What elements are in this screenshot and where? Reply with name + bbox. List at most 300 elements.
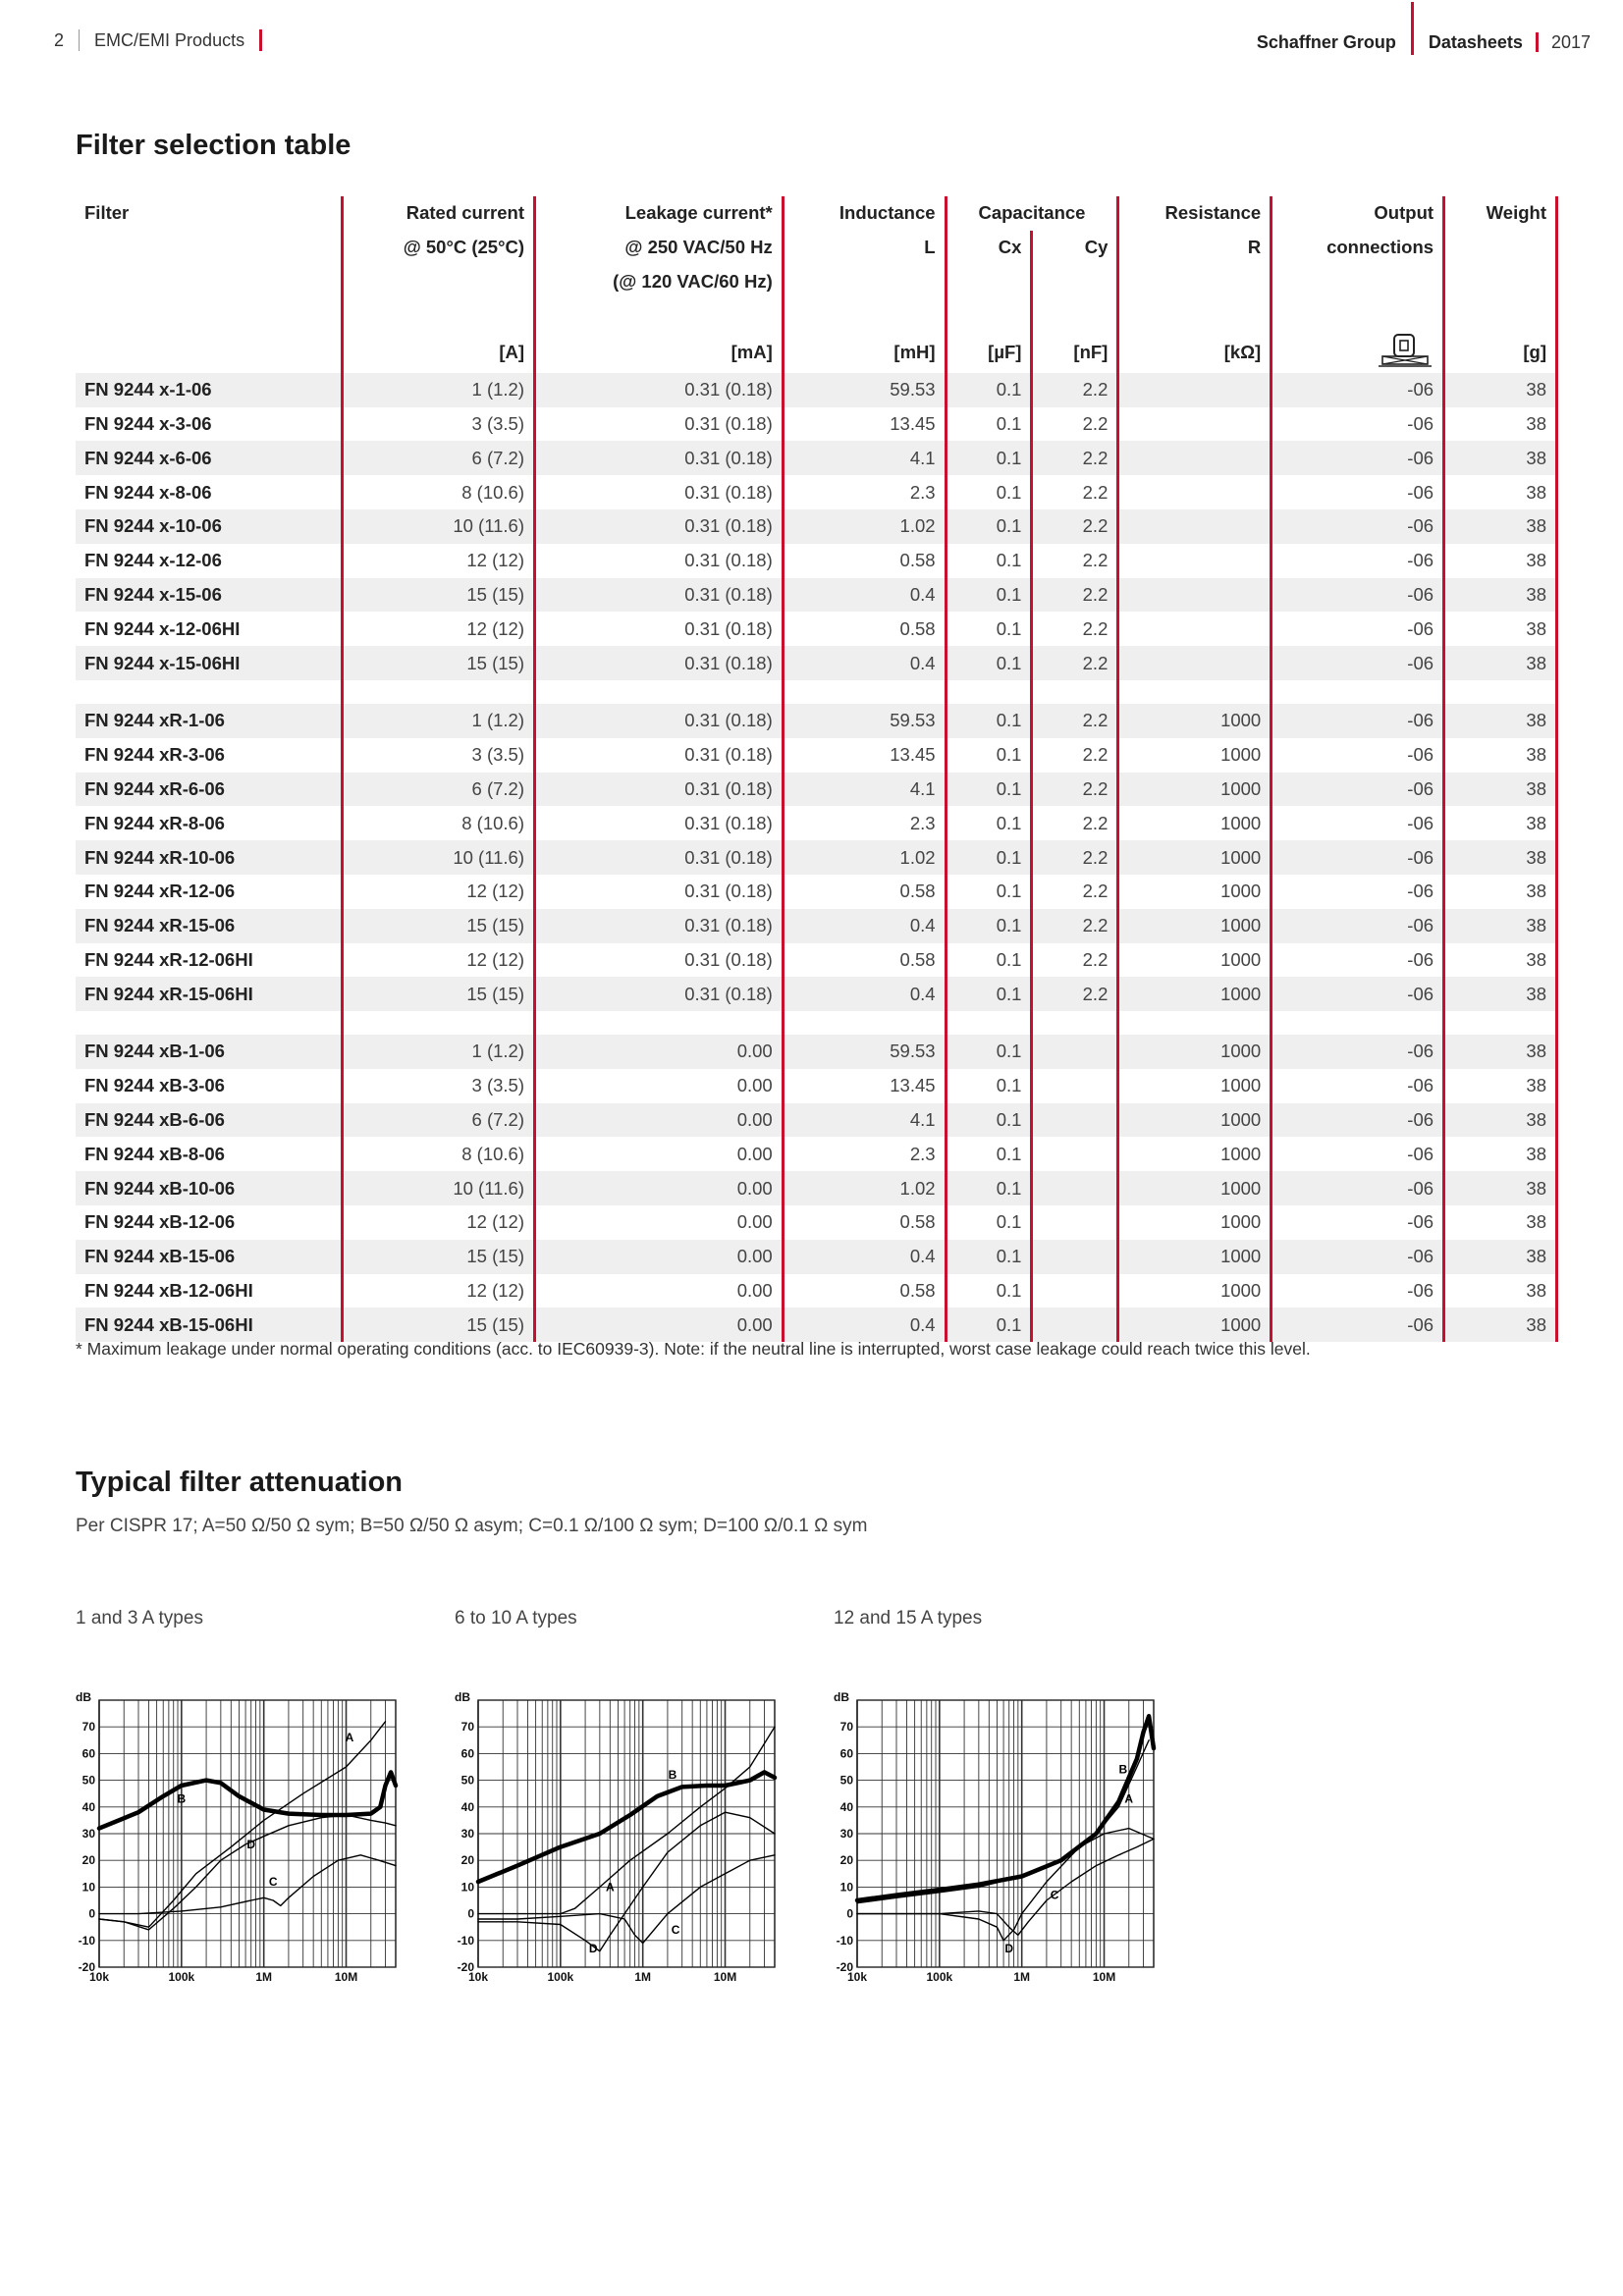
col-filter: Filter [76,196,343,231]
table-cell: -06 [1271,806,1444,840]
table-cell: -06 [1271,943,1444,978]
table-cell: 0.31 (0.18) [535,646,784,680]
hdr-inductance-sub: L [783,231,946,265]
y-tick-label: 20 [839,1853,853,1868]
filter-name-cell: FN 9244 xB-8-06 [76,1137,343,1171]
table-cell: 2.2 [1032,909,1118,943]
table-cell: -06 [1271,646,1444,680]
attenuation-chart-3 [832,1669,1165,1984]
table-cell: 0.31 (0.18) [535,407,784,442]
y-tick-label: 20 [81,1853,95,1868]
attenuation-subtitle: Per CISPR 17; A=50 Ω/50 Ω sym; B=50 Ω/50 Ω asym; C=0.1 Ω/100 Ω sym; D=100 Ω/0.1 Ω sym [76,1516,868,1536]
table-cell: 38 [1444,704,1557,738]
y-tick-label: -10 [836,1933,853,1948]
page-header-right [1257,29,1591,55]
table-cell: 15 (15) [343,909,535,943]
hdr-empty [1118,298,1271,333]
table-row [76,612,1557,646]
series-line-B [857,1716,1154,1900]
filter-name-cell: FN 9244 x-15-06HI [76,646,343,680]
x-tick-label: 10M [1092,1970,1116,1984]
table-cell: 13.45 [783,1069,946,1103]
y-tick-label: 60 [839,1746,853,1761]
filter-name-cell: FN 9244 xB-15-06 [76,1240,343,1274]
table-cell: 1.02 [783,509,946,544]
y-tick-label: 20 [460,1853,474,1868]
table-cell: 0.58 [783,544,946,578]
table-cell: 12 (12) [343,612,535,646]
header-red-bar-small [1536,32,1539,52]
table-cell: 0.1 [946,578,1032,613]
table-cell: 0.4 [783,1240,946,1274]
spacer-cell [76,680,343,704]
spacer-cell [535,680,784,704]
table-row [76,738,1557,773]
table-cell: 0.1 [946,943,1032,978]
y-tick-label: 30 [460,1827,474,1841]
table-row [76,840,1557,875]
table-cell: 0.1 [946,612,1032,646]
table-cell: 10 (11.6) [343,1171,535,1205]
hdr-empty [535,298,784,333]
y-tick-label: -20 [457,1960,474,1974]
table-cell: -06 [1271,475,1444,509]
table-cell: 13.45 [783,407,946,442]
table-cell: 59.53 [783,373,946,407]
table-cell: 2.2 [1032,612,1118,646]
filter-name-cell: FN 9244 x-10-06 [76,509,343,544]
table-cell: 0.1 [946,875,1032,909]
table-cell: 38 [1444,738,1557,773]
table-row [76,1103,1557,1138]
table-cell: 38 [1444,578,1557,613]
table-cell: 2.2 [1032,509,1118,544]
table-cell: -06 [1271,407,1444,442]
spacer-cell [343,680,535,704]
table-cell: 3 (3.5) [343,407,535,442]
table-cell: 38 [1444,1171,1557,1205]
spacer-cell [76,1011,343,1035]
hdr-output-sub: connections [1271,231,1444,265]
chart-title-2: 6 to 10 A types [455,1608,577,1629]
y-axis-label: dB [76,1690,91,1704]
y-tick-label: 40 [839,1799,853,1814]
filter-name-cell: FN 9244 xB-12-06 [76,1205,343,1240]
table-row [76,1240,1557,1274]
hdr-empty [1032,264,1118,298]
table-row [76,704,1557,738]
table-row [76,1069,1557,1103]
filter-name-cell: FN 9244 xR-12-06 [76,875,343,909]
table-cell: 0.1 [946,441,1032,475]
table-cell: 0.31 (0.18) [535,909,784,943]
table-cell: 38 [1444,646,1557,680]
y-tick-label: 10 [460,1880,474,1895]
filter-name-cell: FN 9244 x-8-06 [76,475,343,509]
filter-name-cell: FN 9244 xB-1-06 [76,1035,343,1069]
table-cell: -06 [1271,738,1444,773]
table-cell: 0.31 (0.18) [535,806,784,840]
curve-label: D [588,1941,598,1955]
table-cell: 0.31 (0.18) [535,578,784,613]
unit-weight: [g] [1444,333,1557,373]
table-row [76,909,1557,943]
table-cell: 12 (12) [343,1205,535,1240]
table-cell: 15 (15) [343,1240,535,1274]
table-cell: 0.31 (0.18) [535,840,784,875]
table-cell [1032,1069,1118,1103]
y-tick-label: 60 [81,1746,95,1761]
table-cell: 1000 [1118,1171,1271,1205]
attenuation-chart-2 [453,1669,786,1984]
curve-label: C [1050,1888,1059,1902]
spacer-cell [946,680,1032,704]
table-cell [1118,373,1271,407]
filter-name-cell: FN 9244 xR-8-06 [76,806,343,840]
table-cell: 2.2 [1032,544,1118,578]
table-cell: 0.58 [783,875,946,909]
table-row [76,1308,1557,1342]
table-cell: -06 [1271,441,1444,475]
table-cell: 8 (10.6) [343,475,535,509]
table-cell [1118,407,1271,442]
table-cell: 0.31 (0.18) [535,441,784,475]
header-divider [79,29,80,51]
spacer-cell [1118,680,1271,704]
y-tick-label: 40 [81,1799,95,1814]
curve-label: A [605,1880,615,1895]
table-row [76,373,1557,407]
curve-label: A [345,1731,354,1745]
table-cell: 0.1 [946,509,1032,544]
x-tick-label: 10k [88,1970,110,1984]
table-cell: 0.00 [535,1103,784,1138]
curve-label: D [1004,1941,1014,1955]
table-cell: 2.2 [1032,578,1118,613]
curve-label: D [246,1837,256,1851]
table-cell: -06 [1271,1035,1444,1069]
table-cell: 1000 [1118,875,1271,909]
y-tick-label: 30 [839,1827,853,1841]
table-cell: 2.3 [783,806,946,840]
table-header [76,196,1557,373]
filter-name-cell: FN 9244 x-15-06 [76,578,343,613]
table-cell: 1.02 [783,840,946,875]
table-cell: 4.1 [783,773,946,807]
table-title: Filter selection table [76,130,352,161]
filter-name-cell: FN 9244 xR-6-06 [76,773,343,807]
table-cell: 0.4 [783,1308,946,1342]
table-cell [1032,1171,1118,1205]
unit-resistance: [kΩ] [1118,333,1271,373]
table-cell: 0.00 [535,1069,784,1103]
header-red-bar-right [1411,2,1414,55]
hdr-rated-sub: @ 50°C (25°C) [343,231,535,265]
hdr-empty [1444,231,1557,265]
table-cell: 38 [1444,806,1557,840]
hdr-empty [1444,264,1557,298]
table-footnote: * Maximum leakage under normal operating conditions (acc. to IEC60939-3). Note: if the neutral line is interrupted, worst case leakage could reach twice this level. [76,1339,1311,1359]
table-cell: 38 [1444,1308,1557,1342]
table-cell: 38 [1444,1035,1557,1069]
table-cell: 0.1 [946,1240,1032,1274]
table-cell: 0.00 [535,1240,784,1274]
x-tick-label: 1M [634,1970,652,1984]
y-tick-label: 70 [81,1720,95,1735]
filter-name-cell: FN 9244 xB-15-06HI [76,1308,343,1342]
table-row [76,407,1557,442]
table-cell: 0.00 [535,1308,784,1342]
table-cell: 1 (1.2) [343,704,535,738]
table-cell [1032,1205,1118,1240]
table-cell: -06 [1271,1274,1444,1308]
table-cell: 13.45 [783,738,946,773]
series-line-B [478,1772,775,1882]
table-cell: 0.00 [535,1171,784,1205]
table-cell: 10 (11.6) [343,840,535,875]
table-cell: 2.2 [1032,773,1118,807]
table-cell: 1000 [1118,943,1271,978]
table-cell: 2.2 [1032,875,1118,909]
table-cell: 1 (1.2) [343,1035,535,1069]
table-cell: 0.1 [946,704,1032,738]
filter-name-cell: FN 9244 x-6-06 [76,441,343,475]
table-row [76,441,1557,475]
table-cell: 0.58 [783,1205,946,1240]
hdr-empty [946,264,1032,298]
table-cell: 1 (1.2) [343,373,535,407]
table-cell: 1000 [1118,704,1271,738]
table-cell: -06 [1271,875,1444,909]
y-tick-label: 70 [460,1720,474,1735]
section-name: EMC/EMI Products [94,29,245,50]
table-cell: 59.53 [783,704,946,738]
table-cell: -06 [1271,509,1444,544]
table-cell: 0.58 [783,943,946,978]
table-cell: 0.1 [946,977,1032,1011]
company-name: Schaffner Group [1256,31,1396,52]
table-cell: 2.2 [1032,646,1118,680]
hdr-empty [76,231,343,265]
table-cell: 1000 [1118,738,1271,773]
y-tick-label: 40 [460,1799,474,1814]
table-row [76,509,1557,544]
table-cell [1118,441,1271,475]
connector-icon [1377,333,1434,368]
table-body [76,373,1557,1343]
table-cell: 6 (7.2) [343,1103,535,1138]
table-row [76,875,1557,909]
hdr-empty [1444,298,1557,333]
x-tick-label: 1M [255,1970,273,1984]
doc-name: Datasheets [1428,31,1523,52]
table-cell: 0.00 [535,1035,784,1069]
x-tick-label: 100k [926,1970,953,1984]
table-row [76,544,1557,578]
table-cell: 0.58 [783,1274,946,1308]
attenuation-chart-1 [74,1669,407,1984]
table-cell: 8 (10.6) [343,806,535,840]
table-row [76,475,1557,509]
table-cell: 4.1 [783,441,946,475]
table-cell: 1000 [1118,1035,1271,1069]
table-cell: 3 (3.5) [343,738,535,773]
table-cell: 2.2 [1032,441,1118,475]
table-row [76,1205,1557,1240]
table-cell: 1000 [1118,1137,1271,1171]
table-cell: 4.1 [783,1103,946,1138]
table-cell: 1000 [1118,909,1271,943]
table-cell: -06 [1271,1137,1444,1171]
table-cell: 0.31 (0.18) [535,875,784,909]
table-cell: 0.1 [946,1171,1032,1205]
table-cell [1118,509,1271,544]
table-cell: 2.2 [1032,977,1118,1011]
table-cell: 1000 [1118,773,1271,807]
table-cell [1032,1274,1118,1308]
table-cell: -06 [1271,840,1444,875]
table-cell [1032,1240,1118,1274]
table-cell: 6 (7.2) [343,441,535,475]
table-row [76,943,1557,978]
hdr-empty [1271,264,1444,298]
filter-name-cell: FN 9244 x-12-06HI [76,612,343,646]
col-resistance: Resistance [1118,196,1271,231]
table-cell: 15 (15) [343,1308,535,1342]
table-cell: 0.31 (0.18) [535,509,784,544]
table-cell: 2.3 [783,475,946,509]
filter-name-cell: FN 9244 x-12-06 [76,544,343,578]
table-cell: 38 [1444,509,1557,544]
y-tick-label: 0 [88,1906,95,1921]
spacer-cell [946,1011,1032,1035]
table-cell: 0.31 (0.18) [535,773,784,807]
y-tick-label: 10 [81,1880,95,1895]
table-row [76,1171,1557,1205]
table-cell: 0.00 [535,1205,784,1240]
curve-label: B [177,1791,187,1806]
table-cell: 38 [1444,475,1557,509]
hdr-empty [76,264,343,298]
table-cell: 38 [1444,909,1557,943]
table-cell: 0.1 [946,806,1032,840]
table-cell: 0.1 [946,1205,1032,1240]
table-cell: 0.31 (0.18) [535,373,784,407]
table-cell: -06 [1271,977,1444,1011]
table-cell: 38 [1444,773,1557,807]
table-cell: 1000 [1118,1205,1271,1240]
table-cell: 15 (15) [343,578,535,613]
table-cell: 0.1 [946,1035,1032,1069]
y-tick-label: 50 [81,1773,95,1788]
table-cell: 0.31 (0.18) [535,738,784,773]
table-cell: 2.2 [1032,738,1118,773]
table-cell: 1000 [1118,1308,1271,1342]
y-tick-label: 0 [846,1906,853,1921]
table-cell: 0.1 [946,407,1032,442]
table-cell: 0.1 [946,909,1032,943]
x-tick-label: 10M [713,1970,737,1984]
table-cell: 2.2 [1032,704,1118,738]
table-cell: 0.1 [946,840,1032,875]
spacer-cell [1271,1011,1444,1035]
table-cell: 1000 [1118,840,1271,875]
curve-label: B [1118,1762,1128,1777]
table-cell: 0.1 [946,373,1032,407]
table-cell: 0.1 [946,1137,1032,1171]
table-cell: -06 [1271,773,1444,807]
table-row [76,977,1557,1011]
table-cell: 1000 [1118,1274,1271,1308]
spacer-cell [1444,680,1557,704]
hdr-empty [343,264,535,298]
filter-name-cell: FN 9244 xR-15-06 [76,909,343,943]
series-line-C [99,1855,396,1914]
filter-selection-table [76,196,1558,1342]
table-cell [1032,1035,1118,1069]
table-cell: 0.1 [946,1069,1032,1103]
spacer-cell [1032,680,1118,704]
table-cell: -06 [1271,578,1444,613]
table-cell: 0.31 (0.18) [535,612,784,646]
table-cell: 0.31 (0.18) [535,977,784,1011]
table-cell: -06 [1271,1103,1444,1138]
filter-name-cell: FN 9244 xB-3-06 [76,1069,343,1103]
x-tick-label: 1M [1013,1970,1031,1984]
hdr-empty [76,333,343,373]
hdr-resistance-sub: R [1118,231,1271,265]
table-cell: 6 (7.2) [343,773,535,807]
unit-rated-current: [A] [343,333,535,373]
table-cell: 0.00 [535,1137,784,1171]
table-cell: -06 [1271,1240,1444,1274]
table-row [76,1035,1557,1069]
table-cell [1032,1137,1118,1171]
table-cell: 3 (3.5) [343,1069,535,1103]
table-cell: -06 [1271,1205,1444,1240]
table-cell: 0.31 (0.18) [535,544,784,578]
table-cell: 1000 [1118,977,1271,1011]
table-cell: -06 [1271,612,1444,646]
table-cell: 0.4 [783,977,946,1011]
filter-name-cell: FN 9244 xR-3-06 [76,738,343,773]
y-tick-label: 50 [839,1773,853,1788]
header-red-bar [259,29,262,51]
table-row [76,806,1557,840]
y-tick-label: -10 [78,1933,95,1948]
hdr-empty [783,298,946,333]
table-cell: 38 [1444,977,1557,1011]
y-tick-label: 50 [460,1773,474,1788]
curve-label: C [671,1922,680,1937]
table-cell: 2.3 [783,1137,946,1171]
table-cell: 0.1 [946,544,1032,578]
filter-name-cell: FN 9244 xB-12-06HI [76,1274,343,1308]
table-cell: -06 [1271,909,1444,943]
col-output: Output [1271,196,1444,231]
table-cell: 10 (11.6) [343,509,535,544]
table-cell: 38 [1444,612,1557,646]
table-cell: 0.1 [946,1274,1032,1308]
table-cell: 0.58 [783,612,946,646]
table-cell: 0.1 [946,475,1032,509]
filter-name-cell: FN 9244 xB-6-06 [76,1103,343,1138]
y-tick-label: 70 [839,1720,853,1735]
unit-inductance: [mH] [783,333,946,373]
hdr-leakage-sub: @ 250 VAC/50 Hz [535,231,784,265]
table-row [76,578,1557,613]
table-cell: -06 [1271,704,1444,738]
